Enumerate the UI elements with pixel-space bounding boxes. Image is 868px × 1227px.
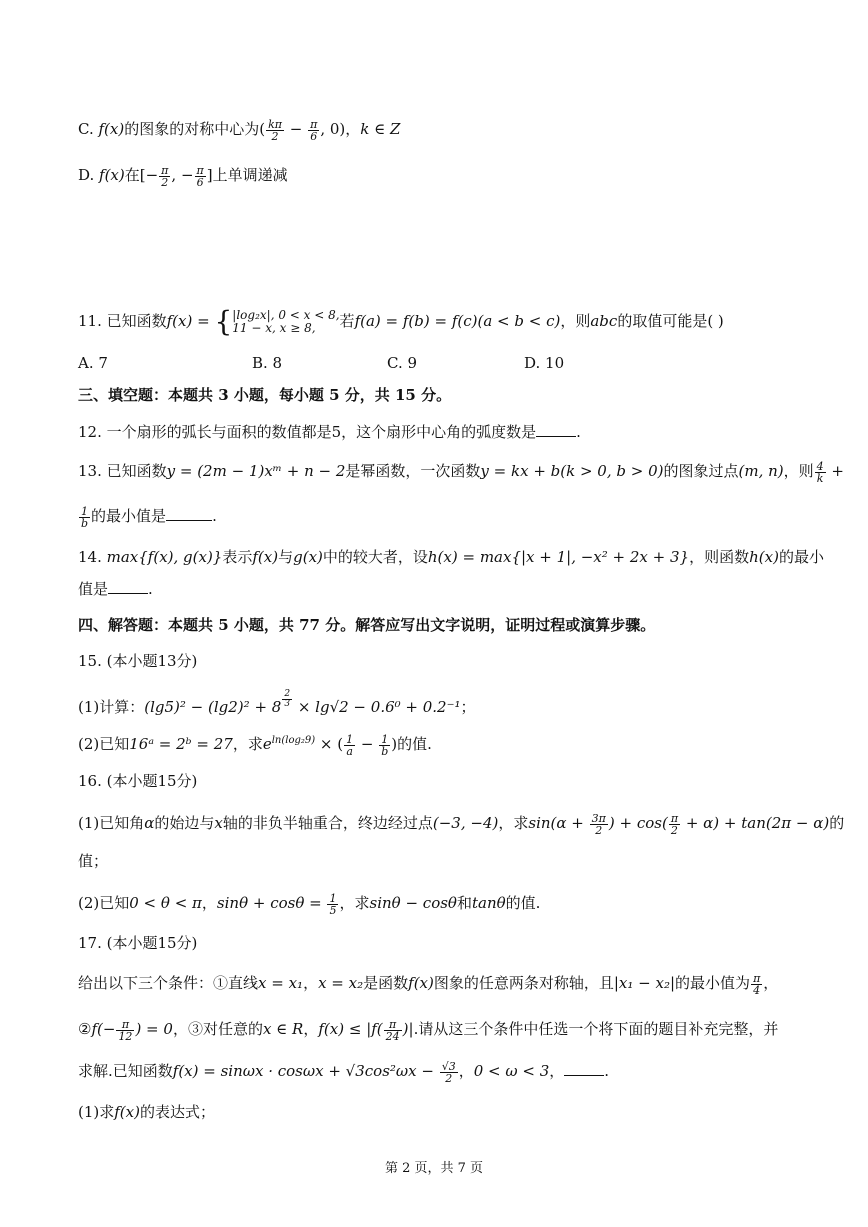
fraction: $\frac{\pi}{6}$ bbox=[310, 117, 318, 143]
fraction: $\frac{\pi}{2}$ bbox=[161, 163, 169, 189]
section-4-heading: 四、解答题：本题共 5 小题，共 77 分。解答应写出文字说明，证明过程或演算步骤。 bbox=[78, 616, 656, 634]
answer-blank bbox=[166, 506, 212, 521]
fx: f(x) bbox=[98, 120, 125, 138]
fraction: $\frac{\pi}{12}$ bbox=[118, 1017, 133, 1043]
option-c-label: C. bbox=[78, 120, 99, 138]
piecewise-function: { |log₂x|, 0 < x < 8, 11 − x, x ≥ 8, bbox=[214, 305, 340, 338]
question-11-options bbox=[78, 352, 564, 374]
question-15-part2: (2)已知16ᵃ = 2ᵇ = 27，求$e^{ln(log_29)}$ × ( $\frac{1}{a}$ − $\frac{1}{b}$ )的值. bbox=[78, 732, 432, 758]
exponent-fraction: $\frac{2}{3}$ bbox=[284, 689, 291, 709]
question-17-part1: (1)求f(x)的表达式； bbox=[78, 1103, 215, 1121]
fraction: $\frac{\pi}{24}$ bbox=[385, 1017, 400, 1043]
question-16-title: 16. (本小题15分) bbox=[78, 772, 198, 790]
answer-blank bbox=[536, 422, 576, 437]
question-17-title: 17. (本小题15分) bbox=[78, 934, 198, 952]
choice-a: A. 7 bbox=[78, 354, 108, 372]
fraction: $\frac{\pi}{2}$ bbox=[670, 811, 679, 837]
choice-c: C. 9 bbox=[387, 354, 418, 372]
left-brace: { bbox=[214, 305, 233, 338]
fraction: $\frac{1}{5}$ bbox=[329, 891, 337, 917]
question-16-part2: (2)已知0 < θ < π，sinθ + cosθ = $\frac{1}{5}$ ，求sinθ − cosθ和tanθ的值. bbox=[78, 891, 541, 917]
answer-blank bbox=[108, 579, 148, 594]
question-17-line3: 求解.已知函数f(x) = sinωx · cosωx + √3cos²ωx − $\frac{√3}{2}$ ，0 < ω < 3， . bbox=[78, 1059, 610, 1085]
answer-blank bbox=[564, 1061, 604, 1076]
fraction: $\frac{k\pi}{2}$ bbox=[268, 117, 282, 143]
fraction: $\frac{\pi}{4}$ bbox=[753, 971, 761, 997]
question-16-part1: (1)已知角α的始边与x轴的非负半轴重合，终边经过点(−3, −4)，求sin(α + $\frac{3\pi}{2}$ ) + cos( $\frac{\pi}{2}$ + α) + tan(2π − α)的 bbox=[78, 811, 845, 837]
question-13: 13. 已知函数y = (2m − 1)xᵐ + n − 2是幂函数，一次函数y = kx + b(k > 0, b > 0)的图象过点(m, n)，则 $\frac{4}{k}$ + bbox=[78, 459, 844, 485]
question-15-part1: (1)计算：(lg5)² − (lg2)² + 8 $\frac{2}{3}$ × lg√2 − 0.6⁰ + 0.2⁻¹； bbox=[78, 689, 476, 716]
fraction: $\frac{4}{k}$ bbox=[816, 459, 824, 485]
fraction: $\frac{1}{b}$ bbox=[81, 504, 89, 530]
fraction: $\frac{1}{a}$ bbox=[346, 732, 354, 758]
question-12: 12. 一个扇形的弧长与面积的数值都是5，这个扇形中心角的弧度数是 . bbox=[78, 423, 581, 441]
question-13-cont: $\frac{1}{b}$ 的最小值是 . bbox=[81, 504, 217, 530]
question-14: 14. max{f(x), g(x)}表示f(x)与g(x)中的较大者，设h(x) = max{|x + 1|, −x² + 2x + 3}，则函数h(x)的最小 bbox=[78, 548, 824, 566]
option-c-text: 的图象的对称中心为( bbox=[124, 120, 266, 138]
section-3-heading: 三、填空题：本题共 3 小题，每小题 5 分，共 15 分。 bbox=[78, 386, 452, 404]
question-14-cont: 值是 . bbox=[78, 580, 153, 598]
question-15-title: 15. (本小题13分) bbox=[78, 652, 198, 670]
fraction: $\frac{\pi}{6}$ bbox=[196, 163, 204, 189]
choice-d: D. 10 bbox=[524, 354, 565, 372]
question-17-line1: 给出以下三个条件：①直线x = x₁，x = x₂是函数f(x)图象的任意两条对称轴，且|x₁ − x₂|的最小值为 $\frac{\pi}{4}$ ， bbox=[78, 971, 779, 997]
page-footer: 第 2 页，共 7 页 bbox=[384, 1161, 484, 1176]
option-c: C. f(x)的图象的对称中心为( $\frac{k\pi}{2}$ − $\frac{\pi}{6}$ , 0)，k ∈ Z bbox=[78, 117, 401, 143]
question-16-part1-cont: 值； bbox=[78, 852, 109, 870]
fraction: $\frac{√3}{2}$ bbox=[441, 1059, 456, 1085]
option-d-label: D. bbox=[78, 166, 100, 184]
option-d: D. f(x)在[− $\frac{\pi}{2}$ , − $\frac{\pi}{6}$ ]上单调递减 bbox=[78, 163, 288, 189]
choice-b: B. 8 bbox=[252, 354, 283, 372]
fraction: $\frac{3\pi}{2}$ bbox=[591, 811, 606, 837]
question-17-line2: ②f(− $\frac{\pi}{12}$ ) = 0，③对任意的x ∈ R，f(x) ≤ |f( $\frac{\pi}{24}$ )|.请从这三个条件中任选一个将下面的题目补充完整，并 bbox=[78, 1017, 779, 1043]
fraction: $\frac{1}{b}$ bbox=[381, 732, 389, 758]
question-11: 11. 已知函数f(x) = { |log₂x|, 0 < x < 8, 11 − x, x ≥ 8, 若f(a) = f(b) = f(c)(a < b < c)，则abc的取值可能是( ) bbox=[78, 305, 724, 338]
